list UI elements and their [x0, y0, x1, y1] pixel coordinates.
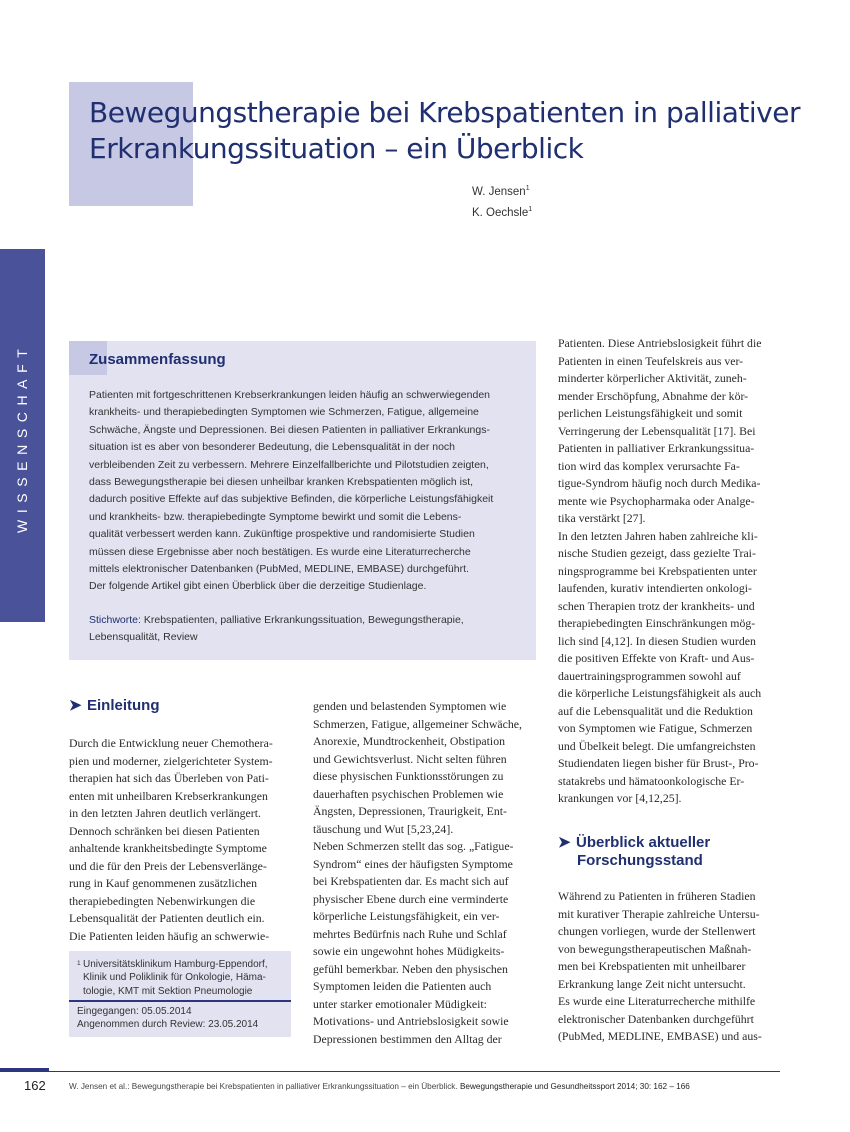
- text-line: Syndrom“ eines der häufigsten Symptome: [313, 856, 513, 871]
- author: K. Oechsle$^1$: [472, 205, 533, 219]
- text-line: tion wird das komplex verursachte Fa-: [558, 458, 740, 473]
- body-column-3-top: [558, 335, 780, 808]
- text-line: men bei Krebspatienten mit unheilbarer: [558, 959, 746, 973]
- text-line: und krankheits- bzw. therapiebedingte Symptome bewirkt und somit die Lebens-: [89, 510, 462, 523]
- page-number: 162: [24, 1078, 46, 1093]
- section-heading-einleitung: ➤ Einleitung: [69, 697, 160, 714]
- text-line: minderter körperlicher Aktivität, zuneh-: [558, 371, 747, 385]
- text-line: unter starker emotionaler Müdigkeit:: [313, 996, 487, 1011]
- text-line: pien und moderner, zielgerichteter System-: [69, 753, 273, 768]
- text-line: Anorexie, Mundtrockenheit, Obstipation: [313, 734, 505, 748]
- text-line: Schmerzen, Fatigue, allgemeiner Schwäche,: [313, 716, 522, 731]
- text-line: Depressionen bestimmen den Alltag der: [313, 1031, 502, 1046]
- text-line: chungen vorliegen, wurde der Stellenwert: [558, 924, 756, 938]
- keywords-text: Krebspatienten, palliative Erkrankungssituation, Bewegungstherapie,: [143, 614, 464, 626]
- text-line: täuschung und Wut [5,23,24].: [313, 821, 454, 836]
- text-line: Es wurde eine Literaturrecherche mithilfe: [558, 994, 756, 1008]
- text-line: dauertrainingsprogrammen sowohl auf: [558, 668, 741, 683]
- text-line: mente wie Psychopharmaka oder Analge-: [558, 493, 755, 508]
- text-line: mehrtes Bedürfnis nach Ruhe und Schlaf: [313, 926, 507, 941]
- text-line: perlichen Leistungsfähigkeit und somit: [558, 406, 743, 420]
- text-line: gefühl bemerkbar. Neben den physischen: [313, 961, 508, 976]
- dates-box: [69, 1002, 291, 1037]
- text-line: Patienten mit fortgeschrittenen Krebserkrankungen leiden häufig an schwerwiegenden: [89, 389, 490, 401]
- text-line: Erkrankung lange Zeit nicht untersucht.: [558, 976, 746, 991]
- text-line: von bewegungstherapeutischen Maßnah-: [558, 941, 752, 956]
- text-line: genden und belastenden Symptomen wie: [313, 699, 507, 713]
- body-column-3-bottom: [558, 888, 780, 1046]
- abstract-heading: Zusammenfassung: [89, 351, 226, 368]
- text-line: und die für den Preis der Lebensverlänge-: [69, 858, 267, 873]
- text-line: Schwäche, Ängste und Depressionen. Bei diesen Patienten in palliativer Erkrankungs-: [89, 423, 490, 436]
- text-line: Die Patienten leiden häufig an schwerwie-: [69, 928, 270, 943]
- text-line: diese physischen Funktionsstörungen zu: [313, 769, 504, 783]
- text-line: lich sind [4,12]. In diesen Studien wurden: [558, 633, 756, 648]
- text-line: krankheits- und therapiebedingten Symptomen wie Schmerzen, Fatigue, allgemeine: [89, 406, 479, 419]
- text-line: Studiendaten liegen bisher für Brust-, Pro-: [558, 756, 759, 770]
- text-line: Durch die Entwicklung neuer Chemothera-: [69, 736, 273, 750]
- section-side-label: WISSENSCHAFT: [14, 342, 30, 533]
- text-line: dadurch positive Effekte auf das subjektive Befinden, die körperliche Leistungsfähigkeit: [89, 493, 494, 506]
- text-line: und Gewichtsverlust. Nicht selten führen: [313, 751, 507, 766]
- text-line: mender Erschöpfung, Abnahme der kör-: [558, 388, 749, 403]
- text-line: situation ist es aber von besonderer Bedeutung, die Lebensqualität in der noch: [89, 441, 456, 454]
- arrow-icon: ➤: [558, 834, 571, 851]
- journal-reference: Bewegungstherapie und Gesundheitssport 2014; 30: 162 – 166: [459, 1082, 690, 1091]
- text-line: Dennoch schränken bei diesen Patienten: [69, 823, 260, 838]
- text-line: Patienten. Diese Antriebslosigkeit führt die: [558, 336, 762, 350]
- text-line: von Symptomen wie Fatigue, Schmerzen: [558, 721, 753, 735]
- text-line: ningsprogramme bei Krebspatienten unter: [558, 563, 757, 578]
- text-line: dass Bewegungstherapie bei diesen unheilbar kranken Krebspatienten möglich ist,: [89, 476, 474, 489]
- text-line: tika verstärkt [27].: [558, 511, 646, 525]
- keywords-text: Lebensqualität, Review: [89, 631, 198, 644]
- text-line: Patienten in palliativer Erkrankungssitua-: [558, 441, 755, 455]
- text-line: Ängsten, Depressionen, Traurigkeit, Ent-: [313, 804, 507, 818]
- text-line: physischer Ebene durch eine verminderte: [313, 891, 509, 906]
- text-line: Verringerung der Lebensqualität [17]. Bei: [558, 423, 756, 438]
- text-line: Motivations- und Antriebslosigkeit sowie: [313, 1014, 509, 1028]
- text-line: laufenden, kurativ intendierten onkologi-: [558, 581, 752, 595]
- text-line: Der folgende Artikel gibt einen Überblick über die derzeitige Studienlage.: [89, 580, 427, 593]
- footer-accent: [0, 1068, 49, 1072]
- text-line: sowie ein ungewohnt hohes Müdigkeits-: [313, 944, 505, 958]
- text-line: mittels elektronischer Datenbanken (PubMed, MEDLINE, EMBASE) durchgeführt.: [89, 563, 469, 576]
- affiliation-text: 1 Universitätsklinikum Hamburg-Eppendorf, Klinik und Poliklinik für Onkologie, Häma- tologie, KMT mit Sektion Pneumologie: [77, 959, 268, 997]
- arrow-icon: ➤: [69, 697, 82, 714]
- footer-citation: W. Jensen et al.: Bewegungstherapie bei Krebspatienten in palliativer Erkrankungssituation – ein Überblick. Bewegungstherapie und Gesundheitssport 2014; 30: 162 – 166: [69, 1082, 690, 1091]
- abstract-box: [69, 341, 536, 660]
- text-line: dauerhaften psychischen Problemen wie: [313, 786, 504, 801]
- section-heading-ueberblick: ➤ Überblick aktueller Forschungsstand: [558, 834, 711, 869]
- text-line: krankungen vor [4,12,25].: [558, 791, 682, 805]
- text-line: therapiebedingten Einschränkungen mög-: [558, 616, 756, 630]
- text-line: Neben Schmerzen stellt das sog. „Fatigue-: [313, 839, 514, 853]
- text-line: (PubMed, MEDLINE, EMBASE) und aus-: [558, 1029, 762, 1043]
- author: W. Jensen$^1$: [472, 185, 530, 198]
- body-column-2: [313, 698, 536, 1048]
- body-column-1: [69, 735, 291, 945]
- text-line: Während zu Patienten in früheren Stadien: [558, 889, 756, 903]
- keywords: [89, 612, 521, 647]
- text-line: elektronischer Datenbanken durchgeführt: [558, 1011, 754, 1026]
- text-line: therapien hat sich das Überleben von Pati-: [69, 771, 269, 785]
- text-line: mit kurativer Therapie zahlreiche Untersu-: [558, 906, 760, 921]
- text-line: schen Therapien trotz der krankheits- und: [558, 598, 755, 613]
- text-line: müssen diese Ergebnisse aber noch bestätigen. Es wurde eine Literaturrecherche: [89, 545, 471, 558]
- text-line: auf die Lebensqualität und die Reduktion: [558, 703, 753, 718]
- author-list: [472, 180, 532, 222]
- accepted-date: Angenommen durch Review: 23.05.2014: [77, 1019, 259, 1031]
- keywords-label: Stichworte:: [89, 614, 141, 626]
- text-line: anhaltende krankheitsbedingte Symptome: [69, 841, 267, 855]
- text-line: in den letzten Jahren deutlich verlängert.: [69, 806, 261, 820]
- text-line: enten mit unheilbaren Krebserkrankungen: [69, 788, 268, 803]
- text-line: und Übelkeit belegt. Die umfangreichsten: [558, 738, 756, 753]
- text-line: die positiven Effekte von Kraft- und Aus-: [558, 651, 755, 665]
- footer-rule: [46, 1071, 780, 1072]
- received-date: Eingegangen: 05.05.2014: [77, 1006, 192, 1017]
- text-line: bei Krebspatienten dar. Es macht sich auf: [313, 874, 509, 888]
- text-line: Lebensqualität der Patienten deutlich ein.: [69, 911, 265, 925]
- text-line: statakrebs und hämatoonkologische Er-: [558, 773, 745, 788]
- text-line: die körperliche Leistungsfähigkeit als auch: [558, 686, 762, 700]
- text-line: therapiebedingten Nebenwirkungen die: [69, 893, 256, 908]
- text-line: körperliche Leistungsfähigkeit, ein ver-: [313, 909, 500, 923]
- abstract-text: [89, 387, 521, 596]
- text-line: tigue-Syndrom häufig noch durch Medika-: [558, 476, 761, 490]
- text-line: In den letzten Jahren haben zahlreiche kli-: [558, 528, 758, 543]
- article-title: Bewegungstherapie bei Krebspatienten in palliativer Erkrankungssituation – ein Überblick: [89, 96, 800, 165]
- text-line: rung in Kauf genommenen zusätzlichen: [69, 876, 258, 890]
- text-line: nische Studien gezeigt, dass gezielte Trai-: [558, 546, 756, 560]
- text-line: verbleibenden Zeit zu verbessern. Mehrere Einzelfallberichte und Pilotstudien zeigten,: [89, 458, 489, 471]
- text-line: Symptomen leiden die Patienten auch: [313, 979, 492, 993]
- text-line: qualität verbessert werden kann. Zukünftige prospektive und randomisierte Studien: [89, 528, 475, 541]
- text-line: Patienten in einen Teufelskreis aus ver-: [558, 353, 744, 368]
